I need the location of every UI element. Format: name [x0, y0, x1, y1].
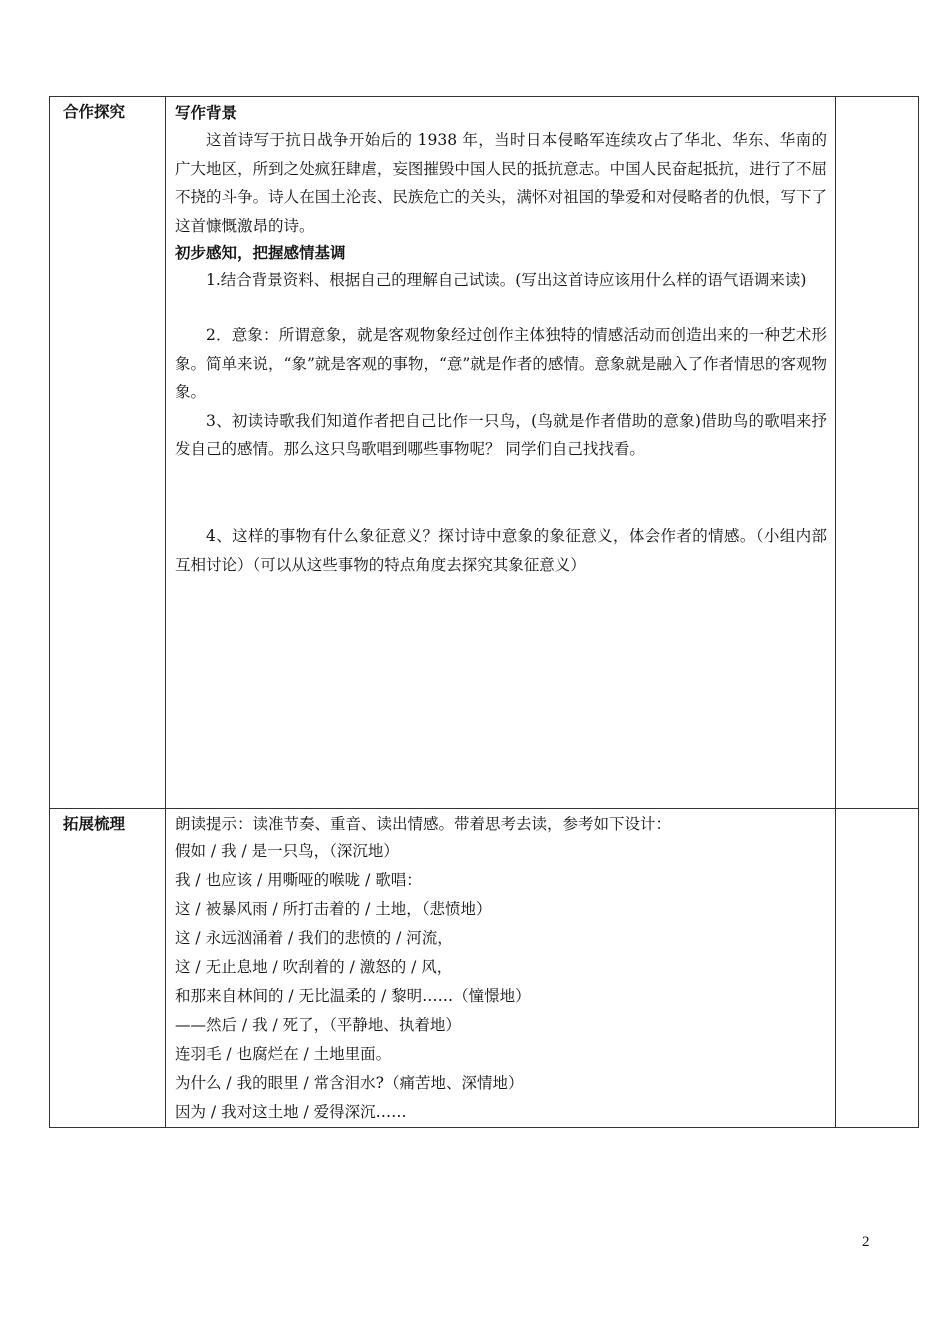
- poem-line: 为什么 / 我的眼里 / 常含泪水?（痛苦地、深情地）: [175, 1074, 524, 1092]
- section-heading-perception: 初步感知，把握感情基调: [175, 244, 346, 263]
- content-cell: [166, 809, 836, 1128]
- poem-line: 这 / 无止息地 / 吹刮着的 / 激怒的 / 风，: [175, 958, 453, 976]
- poem-line: 因为 / 我对这土地 / 爱得深沉……: [175, 1103, 407, 1121]
- row-label: 合作探究: [63, 103, 126, 121]
- row-cooperative-inquiry: [50, 97, 919, 809]
- poem-line: 这 / 永远汹涌着 / 我们的悲愤的 / 河流，: [175, 929, 453, 947]
- poem-block: [166, 809, 835, 1127]
- content-cell: [166, 97, 836, 809]
- row-label: 拓展梳理: [63, 815, 126, 833]
- page-number: 2: [862, 1234, 870, 1250]
- lesson-table: [49, 96, 919, 1128]
- poem-line: 和那来自林间的 / 无比温柔的 / 黎明……（憧憬地）: [175, 987, 531, 1005]
- question-1: 1.结合背景资料、根据自己的理解自己试读。(写出这首诗应该用什么样的语气语调来读): [206, 271, 807, 290]
- question-2: 2．意象：所谓意象，就是客观物象经过创作主体独特的情感活动而创造出来的一种艺术形象。简单来说，“象”就是客观的事物，“意”就是作者的感情。意象就是融入了作者情思的客观物象。: [175, 325, 827, 402]
- section-heading-background: 写作背景: [175, 104, 238, 122]
- poem-line: 我 / 也应该 / 用嘶哑的喉咙 / 歌唱：: [175, 871, 422, 889]
- row-label-cell: [50, 809, 166, 1128]
- poem-line: ——然后 / 我 / 死了，（平静地、执着地）: [175, 1016, 461, 1034]
- poem-line: 连羽毛 / 也腐烂在 / 土地里面。: [175, 1045, 392, 1063]
- row-label-cell: [50, 97, 166, 809]
- blank-cell: [836, 809, 919, 1128]
- poem-line: 假如 / 我 / 是一只鸟，（深沉地）: [175, 842, 399, 860]
- question-3: 3、初读诗歌我们知道作者把自己比作一只鸟，(鸟就是作者借助的意象)借助鸟的歌唱来抒发自己的感情。那么这只鸟歌唱到哪些事物呢？ 同学们自己找找看。: [175, 411, 827, 459]
- poem-line: 这 / 被暴风雨 / 所打击着的 / 土地，（悲愤地）: [175, 900, 492, 918]
- row-extension: [50, 809, 919, 1128]
- background-paragraph: 这首诗写于抗日战争开始后的 1938 年，当时日本侵略军连续攻占了华北、华东、华南的广大地区，所到之处疯狂肆虐，妄图摧毁中国人民的抵抗意志。中国人民奋起抵抗，进行了不屈不挠的斗争。诗人在国土沦丧、民族危亡的关头，满怀对祖国的挚爱和对侵略者的仇恨，写下了这首慷慨激昂的诗。: [175, 131, 827, 235]
- reading-tip: 朗读提示：读准节奏、重音、读出情感。带着思考去读，参考如下设计：: [175, 815, 672, 833]
- blank-cell: [836, 97, 919, 809]
- question-4: 4、这样的事物有什么象征意义？探讨诗中意象的象征意义，体会作者的情感。（小组内部互相讨论）（可以从这些事物的特点角度去探究其象征意义）: [175, 526, 827, 574]
